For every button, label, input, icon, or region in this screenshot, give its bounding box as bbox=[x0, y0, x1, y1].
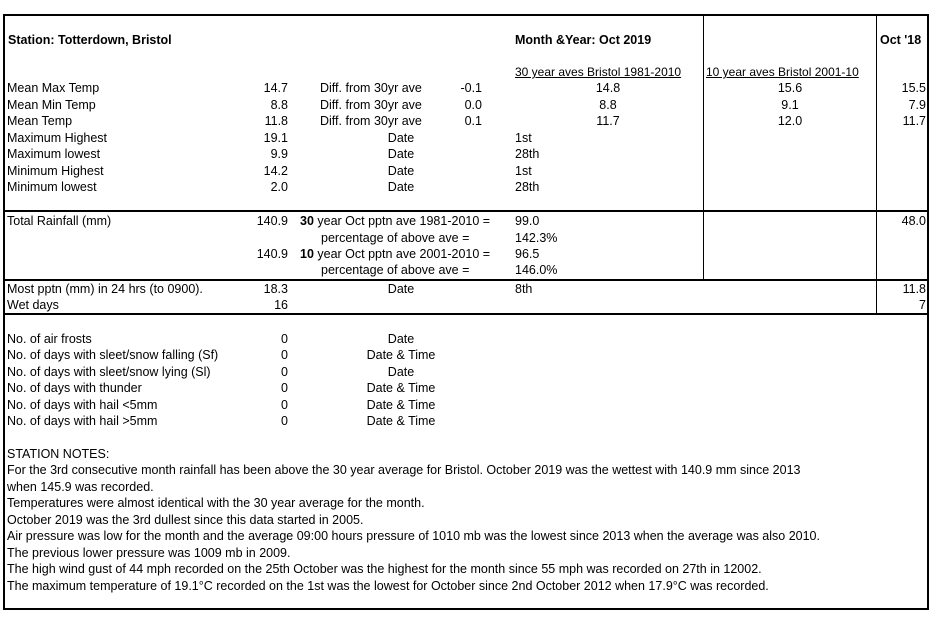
bottom-border bbox=[3, 608, 929, 610]
max-lowest-label: Maximum lowest bbox=[7, 147, 101, 161]
notes-heading: STATION NOTES: bbox=[7, 447, 110, 461]
top-border bbox=[3, 14, 929, 16]
rain-ave30-value: 99.0 bbox=[515, 214, 540, 228]
mean-min-diff-label: Diff. from 30yr ave bbox=[320, 98, 422, 112]
mean-max-diff-label: Diff. from 30yr ave bbox=[320, 81, 422, 95]
mean-min-ave10: 9.1 bbox=[781, 98, 799, 112]
note-line: October 2019 was the 3rd dullest since this data started in 2005. bbox=[7, 513, 364, 527]
note-line: For the 3rd consecutive month rainfall has been above the 30 year average for Bristol. October 2019 was the wettest with 140.9 mm since 2013 bbox=[7, 463, 801, 477]
total-rainfall-value: 140.9 bbox=[256, 214, 288, 228]
mean-min-diff: 0.0 bbox=[464, 98, 482, 112]
mean-temp-ave30: 11.7 bbox=[596, 114, 620, 128]
mean-max-ave10: 15.6 bbox=[777, 81, 803, 95]
rain-pct2-label: percentage of above ave = bbox=[321, 263, 470, 277]
note-line: Air pressure was low for the month and the average 09:00 hours pressure of 1010 mb was the lowest since 2013 when the average was also 2010. bbox=[7, 529, 820, 543]
sleet-lying-date-label: Date bbox=[387, 365, 415, 379]
divider-rain-top bbox=[3, 210, 929, 212]
mean-max-value: 14.7 bbox=[263, 81, 288, 95]
total-rainfall-label: Total Rainfall (mm) bbox=[7, 214, 112, 228]
note-line: The high wind gust of 44 mph recorded on the 25th October was the highest for the month since 55 mph was recorded on 27th in 12002. bbox=[7, 562, 762, 576]
wet-days-prev: 7 bbox=[919, 298, 926, 312]
rain-ave10-years: 10 bbox=[300, 247, 314, 261]
month-year: Month &Year: Oct 2019 bbox=[515, 33, 652, 47]
most-pptn-value: 18.3 bbox=[263, 282, 288, 296]
sleet-lying-value: 0 bbox=[281, 365, 288, 379]
air-frosts-value: 0 bbox=[281, 332, 288, 346]
col-divider-prev bbox=[876, 14, 877, 313]
min-lowest-date: 28th bbox=[515, 180, 540, 194]
max-lowest-value: 9.9 bbox=[270, 147, 288, 161]
min-highest-date-label: Date bbox=[387, 164, 415, 178]
rain-pct2-value: 146.0% bbox=[515, 263, 558, 277]
ave10-header: 10 year aves Bristol 2001-10 bbox=[706, 65, 859, 79]
most-pptn-date: 8th bbox=[515, 282, 533, 296]
station-name: Station: Totterdown, Bristol bbox=[8, 33, 172, 47]
total-rainfall-value-2: 140.9 bbox=[256, 247, 288, 261]
wet-days-label: Wet days bbox=[7, 298, 59, 312]
mean-temp-diff: 0.1 bbox=[464, 114, 482, 128]
note-line: when 145.9 was recorded. bbox=[7, 480, 154, 494]
thunder-date-label: Date & Time bbox=[366, 381, 436, 395]
sleet-lying-label: No. of days with sleet/snow lying (Sl) bbox=[7, 365, 211, 379]
min-lowest-label: Minimum lowest bbox=[7, 180, 97, 194]
sleet-falling-label: No. of days with sleet/snow falling (Sf) bbox=[7, 348, 219, 362]
max-highest-value: 19.1 bbox=[263, 131, 288, 145]
max-lowest-date-label: Date bbox=[387, 147, 415, 161]
max-highest-date-label: Date bbox=[387, 131, 415, 145]
mean-temp-diff-label: Diff. from 30yr ave bbox=[320, 114, 422, 128]
thunder-value: 0 bbox=[281, 381, 288, 395]
air-frosts-date-label: Date bbox=[387, 332, 415, 346]
most-pptn-date-label: Date bbox=[387, 282, 415, 296]
rain-ave10-text: year Oct pptn ave 2001-2010 = bbox=[317, 247, 491, 261]
mean-min-label: Mean Min Temp bbox=[7, 98, 96, 112]
max-highest-label: Maximum Highest bbox=[7, 131, 108, 145]
rain-ave30-line bbox=[300, 213, 490, 229]
right-border bbox=[927, 14, 929, 610]
min-lowest-value: 2.0 bbox=[270, 180, 288, 194]
rain-pct1-label: percentage of above ave = bbox=[321, 231, 470, 245]
hail-large-value: 0 bbox=[281, 414, 288, 428]
rain-ave30-text: year Oct pptn ave 1981-2010 = bbox=[317, 214, 491, 228]
sleet-falling-date-label: Date & Time bbox=[366, 348, 436, 362]
left-border bbox=[3, 14, 5, 610]
rain-prev: 48.0 bbox=[901, 214, 926, 228]
rain-ave10-value: 96.5 bbox=[515, 247, 540, 261]
divider-counts-top bbox=[3, 313, 929, 315]
air-frosts-label: No. of air frosts bbox=[7, 332, 92, 346]
min-lowest-date-label: Date bbox=[387, 180, 415, 194]
mean-min-ave30: 8.8 bbox=[599, 98, 617, 112]
mean-temp-prev: 11.7 bbox=[902, 114, 926, 128]
note-line: The maximum temperature of 19.1°C recorded on the 1st was the lowest for October since 2nd October 2012 when 17.9°C was recorded. bbox=[7, 579, 769, 593]
min-highest-date: 1st bbox=[515, 164, 532, 178]
mean-max-label: Mean Max Temp bbox=[7, 81, 100, 95]
rain-ave30-years: 30 bbox=[300, 214, 314, 228]
mean-temp-value: 11.8 bbox=[264, 114, 288, 128]
rain-pct1-value: 142.3% bbox=[515, 231, 558, 245]
mean-min-value: 8.8 bbox=[270, 98, 288, 112]
wet-days-value: 16 bbox=[274, 298, 288, 312]
col-divider-10yr bbox=[703, 14, 704, 281]
mean-min-prev: 7.9 bbox=[908, 98, 926, 112]
max-lowest-date: 28th bbox=[515, 147, 540, 161]
prev-year-label: Oct '18 bbox=[880, 33, 922, 47]
mean-max-ave30: 14.8 bbox=[595, 81, 621, 95]
mean-max-prev: 15.5 bbox=[901, 81, 926, 95]
max-highest-date: 1st bbox=[515, 131, 532, 145]
hail-small-date-label: Date & Time bbox=[366, 398, 436, 412]
note-line: Temperatures were almost identical with the 30 year average for the month. bbox=[7, 496, 425, 510]
most-pptn-label: Most pptn (mm) in 24 hrs (to 0900). bbox=[7, 282, 203, 296]
hail-large-label: No. of days with hail >5mm bbox=[7, 414, 158, 428]
most-pptn-prev: 11.8 bbox=[902, 282, 926, 296]
ave30-header: 30 year aves Bristol 1981-2010 bbox=[515, 65, 682, 79]
hail-small-value: 0 bbox=[281, 398, 288, 412]
thunder-label: No. of days with thunder bbox=[7, 381, 142, 395]
hail-large-date-label: Date & Time bbox=[366, 414, 436, 428]
mean-temp-label: Mean Temp bbox=[7, 114, 73, 128]
hail-small-label: No. of days with hail <5mm bbox=[7, 398, 158, 412]
mean-temp-ave10: 12.0 bbox=[777, 114, 803, 128]
mean-max-diff: -0.1 bbox=[460, 81, 482, 95]
rain-ave10-line bbox=[300, 246, 490, 262]
sleet-falling-value: 0 bbox=[281, 348, 288, 362]
min-highest-label: Minimum Highest bbox=[7, 164, 104, 178]
note-line: The previous lower pressure was 1009 mb in 2009. bbox=[7, 546, 291, 560]
min-highest-value: 14.2 bbox=[263, 164, 288, 178]
